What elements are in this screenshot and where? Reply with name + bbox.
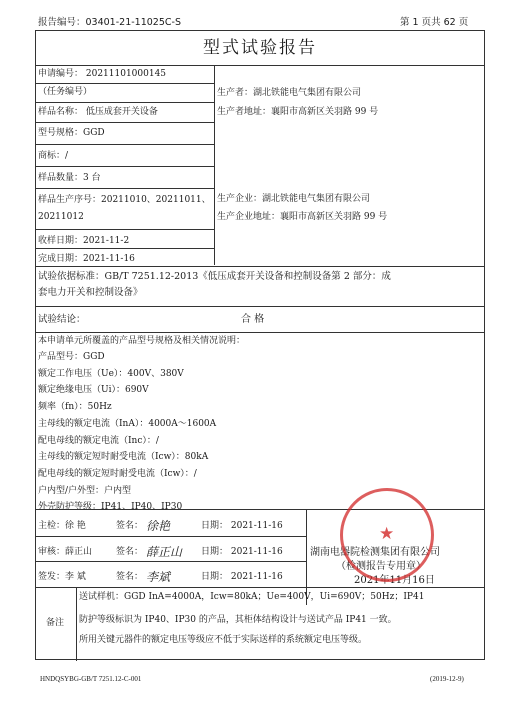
reviewer-sign-label: 签名： bbox=[116, 547, 144, 557]
stamp-date: 2021年11月16日 bbox=[354, 575, 435, 586]
conclusion-label: 试验结论： bbox=[38, 314, 86, 325]
test-basis-line1: 试验依据标准：GB/T 7251.12-2013《低压成套开关设备和控制设备第 2 部分：成 bbox=[38, 271, 391, 282]
coverage-model: 产品型号：GGD bbox=[38, 352, 105, 362]
field-finished-date: 完成日期：2021-11-16 bbox=[38, 254, 135, 264]
inspector-role: 主检：徐 艳 bbox=[38, 521, 86, 531]
coverage-indoor: 户内型/户外型：户内型 bbox=[38, 486, 132, 496]
field-serial: 样品生产序号：20211010、20211011、 bbox=[38, 195, 211, 205]
stamp-purpose: （检测报告专用章） bbox=[336, 561, 426, 572]
inspector-sign-label: 签名： bbox=[116, 521, 144, 531]
field-model: 型号规格：GGD bbox=[38, 128, 105, 138]
field-sample-name: 样品名称： 低压成套开关设备 bbox=[38, 107, 158, 117]
coverage-icw-dist: 配电母线的额定短时耐受电流（Icw）：/ bbox=[38, 469, 197, 479]
field-producer-address: 生产者地址：襄阳市高新区关羽路 99 号 bbox=[217, 107, 379, 117]
official-seal bbox=[340, 488, 434, 582]
coverage-ina: 主母线的额定电流（InA）：4000A～1600A bbox=[38, 419, 217, 429]
remarks-line1: 送试样机：GGD InA=4000A，Icw=80kA；Ue=400V，Ui=690V；50Hz；IP41 bbox=[79, 592, 425, 602]
remarks-line2: 防护等级标识为 IP40、IP30 的产品，其柜体结构设计与送试产品 IP41 一致。 bbox=[79, 615, 397, 625]
field-trademark: 商标：/ bbox=[38, 151, 69, 161]
field-task-no: （任务编号） bbox=[38, 87, 93, 97]
conclusion-value: 合 格 bbox=[241, 314, 265, 325]
field-producer: 生产者：湖北铁能电气集团有限公司 bbox=[217, 88, 362, 98]
coverage-ue: 额定工作电压（Ue）：400V、380V bbox=[38, 369, 184, 379]
field-received-date: 收样日期：2021-11-2 bbox=[38, 236, 130, 246]
field-enterprise-address: 生产企业地址：襄阳市高新区关羽路 99 号 bbox=[217, 212, 388, 222]
report-number: 报告编号：03401-21-11025C-S bbox=[38, 17, 181, 28]
stamp-org: 湖南电器院检测集团有限公司 bbox=[310, 547, 440, 558]
footer-code: HNDQSYBG-GB/T 7251.12-C-001 bbox=[40, 675, 142, 683]
reviewer-role: 审核：薛正山 bbox=[38, 547, 93, 557]
coverage-intro: 本申请单元所覆盖的产品型号规格及相关情况说明： bbox=[38, 336, 246, 346]
footer-date: (2019-12-9) bbox=[430, 675, 464, 683]
coverage-icw-main: 主母线的额定短时耐受电流（Icw）：80kA bbox=[38, 452, 209, 462]
seal-star-icon: ★ bbox=[379, 524, 395, 544]
inspector-date: 日期： 2021-11-16 bbox=[201, 521, 283, 531]
page-indicator: 第 1 页共 62 页 bbox=[400, 17, 469, 28]
reviewer-date: 日期： 2021-11-16 bbox=[201, 547, 283, 557]
coverage-frequency: 频率（fn）：50Hz bbox=[38, 402, 112, 412]
issuer-role: 签发：李 斌 bbox=[38, 572, 86, 582]
field-quantity: 样品数量：3 台 bbox=[38, 173, 101, 183]
issuer-date: 日期： 2021-11-16 bbox=[201, 572, 283, 582]
field-enterprise: 生产企业：湖北铁能电气集团有限公司 bbox=[217, 194, 371, 204]
field-serial-cont: 20211012 bbox=[38, 212, 84, 222]
reviewer-signature: 薛正山 bbox=[146, 545, 183, 559]
remarks-label: 备注 bbox=[46, 618, 65, 628]
coverage-inc: 配电母线的额定电流（Inc）：/ bbox=[38, 436, 159, 446]
coverage-ui: 额定绝缘电压（Ui）：690V bbox=[38, 385, 149, 395]
inspector-signature: 徐艳 bbox=[146, 519, 171, 533]
report-title: 型式试验报告 bbox=[36, 31, 484, 66]
test-basis-line2: 套电力开关和控制设备》 bbox=[38, 287, 143, 298]
field-application-no: 申请编号： 20211101000145 bbox=[38, 69, 167, 79]
coverage-ip: 外壳防护等级：IP41、IP40、IP30 bbox=[38, 502, 183, 512]
issuer-signature: 李斌 bbox=[146, 570, 171, 584]
remarks-line3: 所用关键元器件的额定电压等级应不低于实际送样的系统额定电压等级。 bbox=[79, 635, 368, 645]
issuer-sign-label: 签名： bbox=[116, 572, 144, 582]
